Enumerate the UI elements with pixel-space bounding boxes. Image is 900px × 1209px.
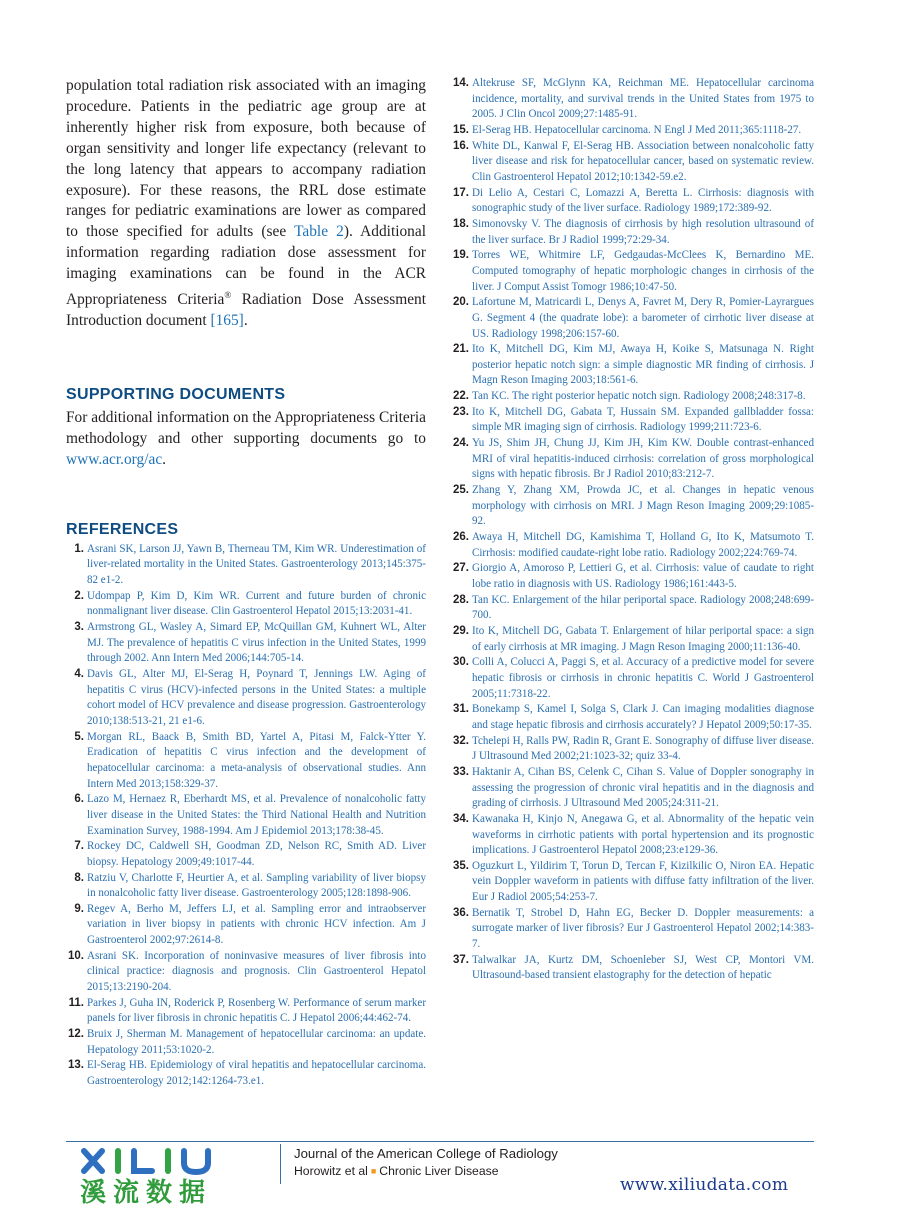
xiliu-logo-chinese: 溪流数据 xyxy=(80,1178,213,1208)
footer-divider xyxy=(280,1144,281,1184)
reference-number: 24. xyxy=(453,437,469,450)
reference-item[interactable] xyxy=(62,620,426,667)
reference-item[interactable] xyxy=(447,76,814,123)
reference-number: 18. xyxy=(453,217,469,230)
left-column xyxy=(66,76,426,1090)
right-column xyxy=(453,76,814,984)
reference-text[interactable]: Yu JS, Shim JH, Chung JJ, Kim JH, Kim KW. Double contrast-enhanced MRI of viral hepatitis-induced cirrhosis: correlation of gross morphological signs with hepatic fibrosis. Br J Radiol 2010;83:212-7. xyxy=(472,437,814,481)
citation-165-link[interactable]: [165] xyxy=(210,312,244,330)
reference-number: 27. xyxy=(453,562,469,575)
reference-number: 11. xyxy=(68,996,84,1009)
intro-text-part: ). Additional information regarding radiation dose assessment for imaging examinations can be found in the ACR Appropriateness Criteria xyxy=(66,223,426,309)
reference-number: 6. xyxy=(74,793,84,806)
reference-item[interactable] xyxy=(447,186,814,217)
supporting-documents-heading: SUPPORTING DOCUMENTS xyxy=(66,386,286,403)
reference-text[interactable]: Giorgio A, Amoroso P, Lettieri G, et al. Cirrhosis: value of caudate to right lobe ratio in diagnosis with US. Radiology 1986;161:443-5. xyxy=(472,562,814,590)
reference-text[interactable]: Ito K, Mitchell DG, Kim MJ, Awaya H, Koike S, Matsunaga N. Right posterior hepatic notch sign: a simple diagnostic MR finding of cirrhosis. J Magn Reson Imaging 2003;18:561-6. xyxy=(472,343,814,387)
reference-item[interactable] xyxy=(62,792,426,839)
reference-item[interactable] xyxy=(447,906,814,953)
reference-item[interactable] xyxy=(447,436,814,483)
reference-item[interactable] xyxy=(447,405,814,436)
reference-item[interactable] xyxy=(62,589,426,620)
reference-item[interactable] xyxy=(447,217,814,248)
reference-text[interactable]: Davis GL, Alter MJ, El-Serag H, Poynard T, Jennings LW. Aging of hepatitis C virus (HCV)-infected persons in the United States: a multiple cohort model of HCV prevalence and disease progression. Gastroenterology 2010;138:513-21, 21 e1-6. xyxy=(87,667,426,727)
footer-rule xyxy=(66,1141,814,1142)
supporting-text: For additional information on the Appropriateness Criteria methodology and other supporting documents go to xyxy=(66,409,426,447)
reference-item[interactable] xyxy=(62,730,426,793)
reference-text[interactable]: Bonekamp S, Kamel I, Solga S, Clark J. Can imaging modalities diagnose and stage hepatic fibrosis and cirrhosis accurately? J Hepatol 2009;50:17-35. xyxy=(472,703,814,731)
references-list-left xyxy=(62,542,426,1090)
reference-number: 12. xyxy=(68,1028,84,1041)
reference-item[interactable] xyxy=(447,561,814,592)
registered-mark: ® xyxy=(224,290,232,301)
reference-item[interactable] xyxy=(447,765,814,812)
reference-number: 30. xyxy=(453,656,469,669)
reference-number: 37. xyxy=(453,953,469,966)
reference-number: 13. xyxy=(68,1059,84,1072)
reference-number: 8. xyxy=(74,871,84,884)
footer-journal-title: Journal of the American College of Radiology xyxy=(294,1146,558,1161)
reference-number: 1. xyxy=(74,542,84,555)
reference-text[interactable]: Awaya H, Mitchell DG, Kamishima T, Holland G, Ito K, Matsumoto T. Cirrhosis: modified caudate-right lobe ratio. Radiology 2002;224:769-74. xyxy=(472,531,814,559)
references-list-right xyxy=(447,76,814,984)
reference-number: 29. xyxy=(453,624,469,637)
supporting-text-end: . xyxy=(162,450,167,468)
reference-number: 5. xyxy=(74,730,84,743)
reference-item[interactable] xyxy=(62,949,426,996)
reference-text[interactable]: Oguzkurt L, Yildirim T, Torun D, Tercan F, Kizilkilic O, Niron EA. Hepatic vein Doppler waveform in patients with diffuse fatty infiltration of the liver. Eur J Radiol 2005;54:253-7. xyxy=(472,859,814,904)
footer-authors: Horowitz et al xyxy=(294,1164,368,1178)
reference-item[interactable] xyxy=(447,389,814,405)
footer-topic: Chronic Liver Disease xyxy=(379,1164,499,1178)
reference-number: 9. xyxy=(74,902,84,915)
reference-text[interactable]: Rockey DC, Caldwell SH, Goodman ZD, Nelson RC, Smith AD. Liver biopsy. Hepatology 2009;49:1017-44. xyxy=(87,840,426,868)
reference-number: 34. xyxy=(453,812,469,825)
reference-number: 33. xyxy=(453,765,469,778)
reference-text[interactable]: Haktanir A, Cihan BS, Celenk C, Cihan S. Value of Doppler sonography in assessing the progression of chronic viral hepatitis and in the diagnosis and grading of cirrhosis. J Ultrasound Med 2005;24:311-21. xyxy=(472,765,814,810)
reference-number: 31. xyxy=(453,703,469,716)
reference-number: 15. xyxy=(453,123,469,136)
reference-number: 2. xyxy=(74,589,84,602)
reference-text[interactable]: Simonovsky V. The diagnosis of cirrhosis by high resolution ultrasound of the liver surface. Br J Radiol 1999;72:29-34. xyxy=(472,217,814,246)
reference-text[interactable]: El-Serag HB. Epidemiology of viral hepatitis and hepatocellular carcinoma. Gastroenterology 2012;142:1264-73.e1. xyxy=(87,1059,426,1088)
reference-number: 4. xyxy=(74,667,84,680)
reference-text[interactable]: Talwalkar JA, Kurtz DM, Schoenleber SJ, West CP, Montori VM. Ultrasound-based transient elastography for the detection of hepatic xyxy=(472,953,814,982)
watermark-url[interactable]: www.xiliudata.com xyxy=(620,1175,789,1195)
references-heading: REFERENCES xyxy=(66,520,179,538)
reference-text[interactable]: Tchelepi H, Ralls PW, Radin R, Grant E. Sonography of diffuse liver disease. J Ultrasound Med 2002;21:1023-32; quiz 33-4. xyxy=(472,734,814,763)
reference-text[interactable]: Lafortune M, Matricardi L, Denys A, Favret M, Dery R, Pomier-Layrargues G. Segment 4 (the quadrate lobe): a barometer of cirrhotic liver disease at US. Radiology 1998;206:157-60. xyxy=(472,296,814,340)
reference-number: 25. xyxy=(453,484,469,497)
reference-number: 10. xyxy=(68,949,84,962)
reference-text[interactable]: White DL, Kanwal F, El-Serag HB. Association between nonalcoholic fatty liver disease and risk for hepatocellular cancer, based on systematic review. Clin Gastroenterol Hepatol 2012;10:1342-59.e2. xyxy=(472,139,814,183)
footer-separator: ■ xyxy=(370,1166,377,1176)
reference-item[interactable] xyxy=(447,702,814,733)
reference-item[interactable] xyxy=(447,342,814,389)
reference-item[interactable] xyxy=(62,667,426,730)
intro-text-end: . xyxy=(243,312,248,330)
reference-text[interactable]: Udompap P, Kim D, Kim WR. Current and future burden of chronic nonmalignant liver disease. Clin Gastroenterol Hepatol 2015;13:2031-41. xyxy=(87,589,426,618)
reference-text[interactable]: Regev A, Berho M, Jeffers LJ, et al. Sampling error and intraobserver variation in liver biopsy in patients with chronic HCV infection. Am J Gastroenterol 2002;97:2614-8. xyxy=(87,902,426,947)
reference-number: 28. xyxy=(453,593,469,606)
reference-item[interactable] xyxy=(447,123,814,139)
reference-text[interactable]: Asrani SK, Larson JJ, Yawn B, Therneau TM, Kim WR. Underestimation of liver-related mortality in the United States. Gastroenterology 2013;145:375-82 e1-2. xyxy=(87,542,426,587)
reference-item[interactable] xyxy=(447,248,814,295)
reference-item[interactable] xyxy=(62,542,426,589)
reference-text[interactable]: Tan KC. Enlargement of the hilar periportal space. Radiology 2008;248:699-700. xyxy=(472,593,814,622)
reference-item[interactable] xyxy=(62,839,426,870)
reference-item[interactable] xyxy=(447,593,814,624)
reference-number: 16. xyxy=(453,139,469,152)
table-2-link[interactable]: Table 2 xyxy=(294,223,344,241)
reference-number: 7. xyxy=(74,840,84,853)
supporting-documents-paragraph xyxy=(66,408,426,471)
reference-item[interactable] xyxy=(447,483,814,530)
reference-item[interactable] xyxy=(447,139,814,186)
reference-text[interactable]: Ratziu V, Charlotte F, Heurtier A, et al. Sampling variability of liver biopsy in nonalcoholic fatty liver disease. Gastroenterology 2005;128:1898-906. xyxy=(87,871,426,900)
intro-paragraph xyxy=(66,76,426,332)
reference-item[interactable] xyxy=(62,1027,426,1058)
reference-item[interactable] xyxy=(62,996,426,1027)
reference-text[interactable]: Ito K, Mitchell DG, Gabata T, Hussain SM. Expanded gallbladder fossa: simple MR imaging sign of cirrhosis. Radiology 1999;211:723-6. xyxy=(472,405,814,434)
reference-number: 17. xyxy=(453,186,469,199)
reference-text[interactable]: Ito K, Mitchell DG, Gabata T. Enlargement of hilar periportal space: a sign of early cirrhosis at MR imaging. J Magn Reson Imaging 2000;11:136-40. xyxy=(472,624,814,653)
reference-number: 36. xyxy=(453,906,469,919)
reference-item[interactable] xyxy=(447,812,814,859)
reference-text[interactable]: Morgan RL, Baack B, Smith BD, Yartel A, Pitasi M, Falck-Ytter Y. Eradication of hepatitis C virus infection and the development of hepatocellular carcinoma: a meta-analysis of observational studies. Ann Intern Med 2013;158:329-37. xyxy=(87,730,426,790)
reference-text[interactable]: Lazo M, Hernaez R, Eberhardt MS, et al. Prevalence of nonalcoholic fatty liver disease in the United States: the Third National Health and Nutrition Examination Survey, 1988-1994. Am J Epidemiol 2013;178:38-45. xyxy=(87,793,426,837)
reference-number: 32. xyxy=(453,734,469,747)
reference-item[interactable] xyxy=(447,859,814,906)
reference-text[interactable]: Torres WE, Whitmire LF, Gedgaudas-McClees K, Bernardino ME. Computed tomography of hepatic morphologic changes in cirrhosis of the liver. J Comput Assist Tomogr 1986;10:47-50. xyxy=(472,249,814,293)
footer-running-head xyxy=(294,1164,498,1178)
acr-link[interactable]: www.acr.org/ac xyxy=(66,450,163,468)
reference-text[interactable]: Asrani SK. Incorporation of noninvasive measures of liver fibrosis into clinical practice: diagnosis and prognosis. Clin Gastroenterol Hepatol 2015;13:2190-204. xyxy=(87,949,426,994)
reference-item[interactable] xyxy=(62,902,426,949)
intro-text-part: population total radiation risk associated with an imaging procedure. Patients in the pediatric age group are at inherently higher risk from exposure, both because of organ sensitivity and longer life expectancy (relevant to the long latency that appears to accompany radiation exposure). For these reasons, the RRL dose estimate ranges for pediatric examinations are lower as compared to those specified for adults (see xyxy=(66,77,426,241)
reference-item[interactable] xyxy=(62,871,426,902)
reference-text[interactable]: Kawanaka H, Kinjo N, Anegawa G, et al. Abnormality of the hepatic vein waveforms in cirrhotic patients with portal hypertension and its prognostic implications. J Gastroenterol Hepatol 2008;23:e129-36. xyxy=(472,812,814,857)
reference-item[interactable] xyxy=(62,1058,426,1089)
reference-item[interactable] xyxy=(447,655,814,702)
reference-item[interactable] xyxy=(447,624,814,655)
reference-text[interactable]: Altekruse SF, McGlynn KA, Reichman ME. Hepatocellular carcinoma incidence, mortality, and survival trends in the United States from 1975 to 2005. J Clin Oncol 2009;27:1485-91. xyxy=(472,77,814,121)
reference-number: 20. xyxy=(453,296,469,309)
reference-text[interactable]: El-Serag HB. Hepatocellular carcinoma. N Engl J Med 2011;365:1118-27. xyxy=(472,123,802,136)
reference-text[interactable]: Colli A, Colucci A, Paggi S, et al. Accuracy of a predictive model for severe hepatic fibrosis or cirrhosis in chronic hepatitis C. World J Gastroenterol 2005;11:7318-22. xyxy=(472,656,814,700)
reference-number: 35. xyxy=(453,859,469,872)
reference-number: 19. xyxy=(453,249,469,262)
reference-number: 23. xyxy=(453,405,469,418)
reference-text[interactable]: Zhang Y, Zhang XM, Prowda JC, et al. Changes in hepatic venous morphology with cirrhosis on MRI. J Magn Reson Imaging 2009;29:1085-92. xyxy=(472,484,814,528)
reference-number: 21. xyxy=(453,343,469,356)
reference-text[interactable]: Armstrong GL, Wasley A, Simard EP, McQuillan GM, Kuhnert WL, Alter MJ. The prevalence of hepatitis C virus infection in the United States, 1999 through 2002. Ann Intern Med 2006;144:705-14. xyxy=(87,621,426,665)
reference-number: 14. xyxy=(453,77,469,89)
reference-text[interactable]: Di Lelio A, Cestari C, Lomazzi A, Beretta L. Cirrhosis: diagnosis with sonographic study of the liver surface. Radiology 1989;172:389-92. xyxy=(472,186,814,215)
reference-text[interactable]: Parkes J, Guha IN, Roderick P, Rosenberg W. Performance of serum marker panels for liver fibrosis in chronic hepatitis C. J Hepatol 2006;44:462-74. xyxy=(87,996,426,1025)
reference-text[interactable]: Bernatik T, Strobel D, Hahn EG, Becker D. Doppler measurements: a surrogate marker of liver fibrosis? Eur J Gastroenterol Hepatol 2002;14:383-7. xyxy=(472,906,814,951)
xiliu-logo-icon xyxy=(78,1147,240,1175)
reference-number: 3. xyxy=(74,621,84,633)
reference-item[interactable] xyxy=(447,734,814,765)
reference-number: 26. xyxy=(453,531,469,544)
intro-text-part: Radiation Dose Assessment Introduction document xyxy=(66,291,426,330)
reference-number: 22. xyxy=(453,390,469,403)
reference-item[interactable] xyxy=(447,530,814,561)
reference-text[interactable]: Bruix J, Sherman M. Management of hepatocellular carcinoma: an update. Hepatology 2011;53:1020-2. xyxy=(87,1028,426,1056)
reference-item[interactable] xyxy=(447,295,814,342)
reference-text[interactable]: Tan KC. The right posterior hepatic notch sign. Radiology 2008;248:317-8. xyxy=(472,390,806,403)
reference-item[interactable] xyxy=(447,953,814,984)
